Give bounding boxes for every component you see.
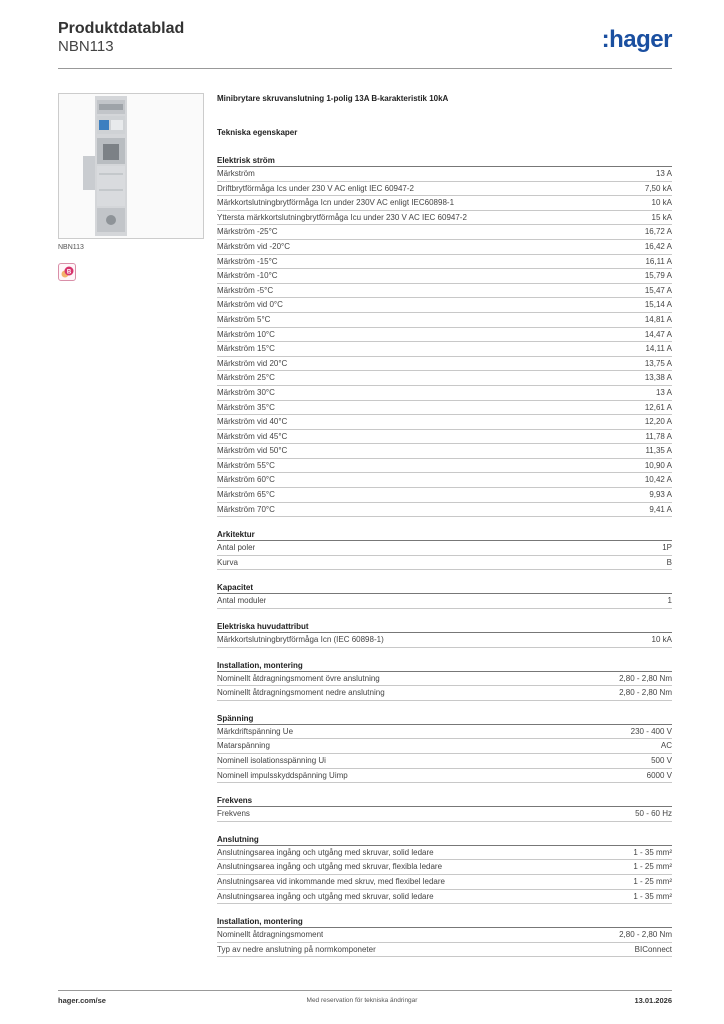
spec-label: Anslutningsarea vid inkommande med skruv, med flexibel ledare xyxy=(217,876,445,886)
spec-row xyxy=(217,725,672,740)
spec-row xyxy=(217,860,672,875)
spec-row xyxy=(217,541,672,556)
spec-value: 10 kA xyxy=(651,635,672,645)
spec-row xyxy=(217,875,672,890)
spec-label: Kurva xyxy=(217,557,238,567)
spec-row xyxy=(217,807,672,822)
spec-value: 10 kA xyxy=(651,198,672,208)
spec-row xyxy=(217,240,672,255)
spec-section xyxy=(217,916,672,957)
spec-value: 11,35 A xyxy=(645,446,672,456)
section-title: Elektrisk ström xyxy=(217,155,672,167)
spec-value: 15,79 A xyxy=(644,271,672,281)
spec-section xyxy=(217,834,672,904)
logo-colon: : xyxy=(601,26,610,53)
spec-label: Yttersta märkkortslutningbrytförmåga Icu under 230 V AC IEC 60947-2 xyxy=(217,212,467,222)
spec-row xyxy=(217,686,672,701)
spec-row xyxy=(217,196,672,211)
spec-row xyxy=(217,928,672,943)
spec-row xyxy=(217,672,672,687)
spec-row xyxy=(217,313,672,328)
spec-value: 6000 V xyxy=(646,770,672,780)
spec-label: Nominellt åtdragningsmoment nedre anslutning xyxy=(217,688,385,698)
spec-value: 1 xyxy=(667,596,672,606)
spec-value: 16,11 A xyxy=(645,256,672,266)
spec-section xyxy=(217,795,672,822)
spec-value: 1 - 35 mm² xyxy=(633,891,672,901)
spec-section xyxy=(217,660,672,701)
spec-value: 50 - 60 Hz xyxy=(635,809,672,819)
spec-value: 15,14 A xyxy=(644,300,672,310)
spec-row xyxy=(217,357,672,372)
footer-divider xyxy=(58,990,672,991)
spec-value: 2,80 - 2,80 Nm xyxy=(619,688,672,698)
spec-value: 13 A xyxy=(655,387,672,397)
spec-sections xyxy=(217,155,672,957)
spec-label: Märkström vid 20°C xyxy=(217,358,288,368)
section-title: Installation, montering xyxy=(217,660,672,672)
spec-row xyxy=(217,269,672,284)
product-image-caption: NBN113 xyxy=(58,244,84,251)
spec-value: 11,78 A xyxy=(645,431,672,441)
spec-value: BIConnect xyxy=(634,944,672,954)
spec-label: Märkström 55°C xyxy=(217,460,275,470)
spec-label: Märkström 10°C xyxy=(217,329,275,339)
spec-label: Märkström 65°C xyxy=(217,490,275,500)
spec-label: Märkström -10°C xyxy=(217,271,278,281)
section-title: Spänning xyxy=(217,713,672,725)
spec-content xyxy=(217,93,672,957)
section-title: Elektriska huvudattribut xyxy=(217,621,672,633)
spec-label: Märkström -5°C xyxy=(217,285,274,295)
spec-row xyxy=(217,769,672,784)
spec-section xyxy=(217,713,672,783)
spec-section xyxy=(217,621,672,648)
spec-label: Antal poler xyxy=(217,543,256,553)
spec-row xyxy=(217,225,672,240)
spec-label: Märkström 70°C xyxy=(217,504,275,514)
curve-b-icon xyxy=(58,263,76,281)
spec-row xyxy=(217,401,672,416)
spec-label: Märkström vid 0°C xyxy=(217,300,283,310)
spec-section xyxy=(217,155,672,517)
section-title: Arkitektur xyxy=(217,529,672,541)
section-title: Installation, montering xyxy=(217,916,672,928)
spec-value: 1 - 25 mm² xyxy=(633,876,672,886)
spec-row xyxy=(217,371,672,386)
spec-label: Märkström -15°C xyxy=(217,256,278,266)
spec-label: Märkström vid 50°C xyxy=(217,446,288,456)
spec-label: Märkström -25°C xyxy=(217,227,278,237)
spec-label: Märkkortslutningbrytförmåga Icn (IEC 60898-1) xyxy=(217,635,384,645)
spec-row xyxy=(217,594,672,609)
spec-value: B xyxy=(666,557,672,567)
spec-row xyxy=(217,284,672,299)
spec-label: Matarspänning xyxy=(217,741,270,751)
spec-value: 12,20 A xyxy=(644,417,672,427)
spec-label: Märkström xyxy=(217,169,255,178)
spec-label: Märkkortslutningbrytförmåga Icn under 230V AC enligt IEC60898-1 xyxy=(217,198,455,208)
spec-value: 10,90 A xyxy=(644,460,672,470)
spec-label: Märkström vid 40°C xyxy=(217,417,288,427)
spec-value: 13,75 A xyxy=(644,358,672,368)
spec-value: 230 - 400 V xyxy=(630,726,672,736)
section-title: Frekvens xyxy=(217,795,672,807)
spec-value: 16,72 A xyxy=(644,227,672,237)
spec-value: 15 kA xyxy=(651,212,672,222)
spec-value: 13,38 A xyxy=(644,373,672,383)
spec-value: 1 - 35 mm² xyxy=(633,847,672,857)
spec-row xyxy=(217,211,672,226)
logo-text: hager xyxy=(609,26,672,53)
hager-logo xyxy=(602,26,672,54)
spec-value: 7,50 kA xyxy=(644,183,672,193)
spec-value: 10,42 A xyxy=(644,475,672,485)
spec-row xyxy=(217,167,672,182)
spec-row xyxy=(217,846,672,861)
spec-value: 14,47 A xyxy=(644,329,672,339)
spec-row xyxy=(217,430,672,445)
spec-row xyxy=(217,182,672,197)
spec-label: Anslutningsarea ingång och utgång med skruvar, solid ledare xyxy=(217,891,434,901)
spec-value: 1P xyxy=(662,543,672,553)
spec-row xyxy=(217,298,672,313)
spec-label: Märkström 35°C xyxy=(217,402,275,412)
spec-value: 16,42 A xyxy=(644,241,672,251)
product-image xyxy=(58,93,204,239)
spec-row xyxy=(217,386,672,401)
spec-value: 15,47 A xyxy=(644,285,672,295)
spec-value: 2,80 - 2,80 Nm xyxy=(619,673,672,683)
header-divider xyxy=(58,68,672,69)
spec-value: 13 A xyxy=(655,169,672,178)
footer-disclaimer: Med reservation för tekniska ändringar xyxy=(306,997,418,1004)
spec-label: Nominellt åtdragningsmoment övre anslutning xyxy=(217,673,380,683)
spec-label: Märkström 5°C xyxy=(217,314,271,324)
spec-row xyxy=(217,503,672,518)
circuit-breaker-illustration xyxy=(59,94,203,238)
spec-row xyxy=(217,633,672,648)
product-description: Minibrytare skruvanslutning 1-polig 13A B-karakteristik 10kA xyxy=(217,94,449,103)
page-title: Produktdatablad xyxy=(58,20,185,37)
spec-label: Märkdriftspänning Ue xyxy=(217,726,294,736)
spec-row xyxy=(217,943,672,958)
spec-label: Typ av nedre anslutning på normkomponeter xyxy=(217,944,376,954)
spec-label: Driftbrytförmåga Ics under 230 V AC enligt IEC 60947-2 xyxy=(217,183,414,193)
footer-date: 13.01.2026 xyxy=(634,996,672,1005)
spec-label: Märkström vid 45°C xyxy=(217,431,288,441)
spec-row xyxy=(217,473,672,488)
spec-value: AC xyxy=(660,741,672,751)
spec-label: Nominell impulsskyddspänning Uimp xyxy=(217,770,348,780)
spec-section xyxy=(217,582,672,609)
spec-label: Märkström 25°C xyxy=(217,373,275,383)
spec-row xyxy=(217,556,672,571)
spec-label: Märkström 30°C xyxy=(217,387,275,397)
spec-value: 1 - 25 mm² xyxy=(633,862,672,872)
spec-row xyxy=(217,328,672,343)
spec-value: 2,80 - 2,80 Nm xyxy=(619,930,672,940)
spec-value: 500 V xyxy=(651,756,672,765)
spec-label: Märkström 60°C xyxy=(217,475,275,485)
spec-value: 9,41 A xyxy=(649,504,672,514)
spec-label: Anslutningsarea ingång och utgång med skruvar, solid ledare xyxy=(217,847,434,857)
spec-label: Nominell isolationsspänning Ui xyxy=(217,756,326,765)
spec-label: Frekvens xyxy=(217,809,250,819)
spec-label: Anslutningsarea ingång och utgång med skruvar, flexibla ledare xyxy=(217,862,443,872)
section-title: Kapacitet xyxy=(217,582,672,594)
spec-row xyxy=(217,342,672,357)
spec-row xyxy=(217,459,672,474)
spec-row xyxy=(217,739,672,754)
footer-website: hager.com/se xyxy=(58,996,106,1005)
spec-row xyxy=(217,415,672,430)
spec-row xyxy=(217,488,672,503)
spec-label: Märkström vid -20°C xyxy=(217,241,290,251)
spec-row xyxy=(217,890,672,905)
tech-heading: Tekniska egenskaper xyxy=(217,128,298,137)
curve-b-glyph xyxy=(59,264,75,280)
spec-row xyxy=(217,754,672,769)
spec-row xyxy=(217,255,672,270)
spec-value: 14,81 A xyxy=(644,314,672,324)
curve-b-letter: B xyxy=(66,269,72,276)
spec-label: Märkström 15°C xyxy=(217,344,275,354)
spec-row xyxy=(217,444,672,459)
product-code: NBN113 xyxy=(58,38,114,55)
spec-value: 14,11 A xyxy=(645,344,672,354)
spec-label: Nominellt åtdragningsmoment xyxy=(217,930,324,940)
spec-label: Antal moduler xyxy=(217,596,267,606)
spec-section xyxy=(217,529,672,570)
spec-value: 9,93 A xyxy=(649,490,672,500)
spec-value: 12,61 A xyxy=(644,402,672,412)
section-title: Anslutning xyxy=(217,834,672,846)
